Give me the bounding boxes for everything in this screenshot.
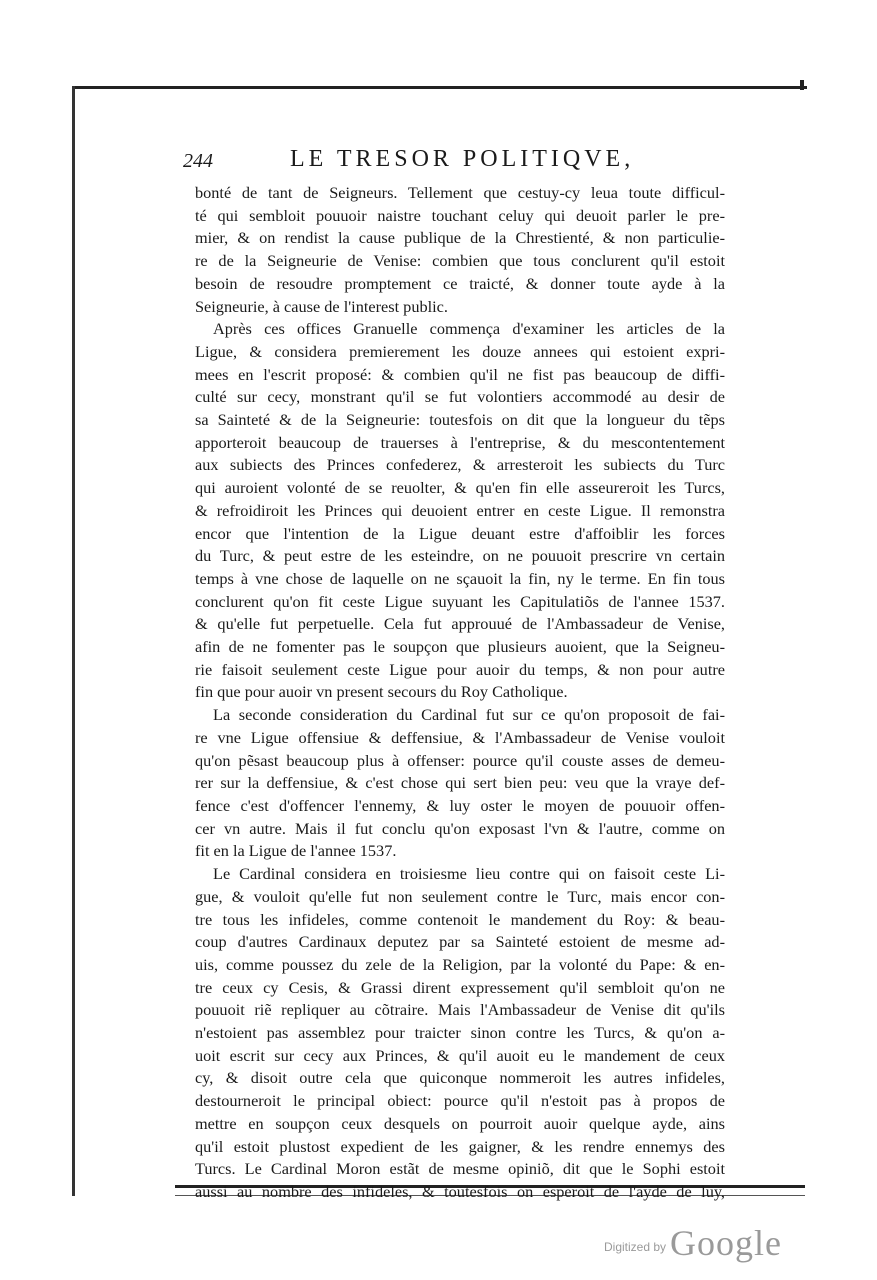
text-line: La seconde consideration du Cardinal fut sur ce qu'on proposoit de fai- — [213, 705, 725, 725]
scan-border-top — [72, 86, 807, 89]
watermark-logo: Google — [670, 1223, 783, 1263]
text-line: uis, comme poussez du zele de la Religion, par la volonté du Pape: & en- — [195, 954, 725, 974]
text-line: fence c'est d'offencer l'ennemy, & luy oster le moyen de pouuoir offen- — [195, 795, 725, 815]
text-line: uoit escrit sur cecy aux Princes, & qu'il auoit eu le mandement de ceux — [195, 1045, 725, 1065]
text-line: temps à vne chose de laquelle on ne sçauoit la fin, ny le terme. En fin tous — [195, 568, 725, 588]
text-line: Ligue, & considera premierement les douze annees qui estoient expri- — [195, 341, 725, 361]
text-line: tre tous les infideles, comme contenoit le mandement du Roy: & beau- — [195, 909, 725, 929]
text-line: afin de ne fomenter pas le soupçon que plusieurs auoient, que la Seigneu- — [195, 637, 725, 657]
text-line: encor que l'intention de la Ligue deuant estre d'affoiblir les forces — [195, 523, 725, 543]
text-line: culté sur cecy, monstrant qu'il se fut volontiers accommodé au desir de — [195, 387, 725, 407]
text-line: gue, & vouloit qu'elle fut non seulement contre le Turc, mais encor con- — [195, 886, 725, 906]
text-line: re de la Seigneurie de Venise: combien que tous conclurent qu'il estoit — [195, 251, 725, 271]
page-header — [183, 146, 725, 182]
text-line: rie faisoit seulement ceste Ligue pour auoir du temps, & non pour autre — [195, 659, 725, 679]
text-line: apporteroit beaucoup de trauerses à l'entreprise, & du mescontentement — [195, 432, 725, 452]
page-number: 244 — [183, 150, 213, 172]
text-line: fit en la Ligue de l'annee 1537. — [195, 841, 397, 861]
text-line: destourneroit le principal obiect: pource qu'il n'estoit pas à propos de — [195, 1091, 725, 1111]
scan-border-left — [72, 86, 75, 1196]
text-line: coup d'autres Cardinaux deputez par sa Sainteté estoient de mesme ad- — [195, 932, 725, 952]
body-text — [195, 182, 725, 1204]
text-line: aussi au nombre des infideles, & toutesfois on esperoit de l'ayde de luy, — [195, 1181, 725, 1201]
text-line: & qu'elle fut perpetuelle. Cela fut approuué de l'Ambassadeur de Venise, — [195, 614, 725, 634]
text-line: fin que pour auoir vn present secours du Roy Catholique. — [195, 682, 568, 702]
paragraph-2 — [195, 318, 725, 704]
book-page — [183, 146, 725, 1204]
text-line: té qui sembloit pouuoir naistre touchant celuy qui deuoit parler le pre- — [195, 205, 725, 225]
text-line: qui auroient volonté de se reuolter, & qu'en fin elle asseureroit les Turcs, — [195, 478, 725, 498]
text-line: du Turc, & peut estre de les esteindre, on ne pouuoit prescrire vn certain — [195, 546, 725, 566]
paragraph-1 — [195, 182, 725, 318]
text-line: besoin de resoudre promptement ce traicté, & donner toute ayde à la — [195, 273, 725, 293]
text-line: rer sur la deffensiue, & c'est chose qui sert bien peu: veu que la vraye def- — [195, 773, 725, 793]
text-line: tre ceux cy Cesis, & Grassi dirent expressement qu'il sembloit qu'on ne — [195, 977, 725, 997]
watermark-prefix: Digitized by — [604, 1240, 667, 1254]
text-line: cy, & disoit outre cela que quiconque nommeroit les autres infideles, — [195, 1068, 725, 1088]
running-title: LE TRESOR POLITIQVE, — [290, 146, 635, 172]
text-line: conclurent qu'on fit ceste Ligue suyuant les Capitulatiõs de l'annee 1537. — [195, 591, 725, 611]
text-line: aux subiects des Princes confederez, & arresteroit les subiects du Turc — [195, 455, 725, 475]
text-line: qu'on pẽsast beaucoup plus à offenser: pource qu'il couste asses de demeu- — [195, 750, 725, 770]
paragraph-4 — [195, 863, 725, 1204]
text-line: Après ces offices Granuelle commença d'examiner les articles de la — [213, 319, 725, 339]
text-line: re vne Ligue offensiue & deffensiue, & l'Ambassadeur de Venise vouloit — [195, 727, 725, 747]
paragraph-3 — [195, 704, 725, 863]
text-line: n'estoient pas assemblez pour traicter sinon contre les Turcs, & qu'on a- — [195, 1023, 725, 1043]
text-line: sa Sainteté & de la Seigneurie: toutesfois on dit que la longueur du tẽps — [195, 410, 725, 430]
text-line: mees en l'escrit proposé: & combien qu'il ne fist pas beaucoup de diffi- — [195, 364, 725, 384]
text-line: mier, & on rendist la cause publique de la Chrestienté, & non particulie- — [195, 228, 725, 248]
text-line: Turcs. Le Cardinal Moron estãt de mesme opiniõ, dit que le Sophi estoit — [195, 1159, 725, 1179]
text-line: cer vn autre. Mais il fut conclu qu'on exposast l'vn & l'autre, comme on — [195, 818, 725, 838]
digitized-watermark — [604, 1222, 782, 1264]
text-line: Le Cardinal considera en troisiesme lieu contre qui on faisoit ceste Li- — [213, 864, 725, 884]
text-line: bonté de tant de Seigneurs. Tellement que cestuy-cy leua toute difficul- — [195, 183, 725, 202]
text-line: mettre en soupçon ceux desquels on pourroit auoir quelque ayde, ains — [195, 1113, 725, 1133]
text-line: & refroidiroit les Princes qui deuoient entrer en ceste Ligue. Il remonstra — [195, 500, 725, 520]
text-line: pouuoit riẽ repliquer au cõtraire. Mais l'Ambassadeur de Venise dit qu'ils — [195, 1000, 725, 1020]
text-line: qu'il estoit plustost expedient de les gaigner, & les rendre ennemys des — [195, 1136, 725, 1156]
scan-mark — [800, 80, 804, 90]
text-line: Seigneurie, à cause de l'interest public. — [195, 296, 448, 316]
